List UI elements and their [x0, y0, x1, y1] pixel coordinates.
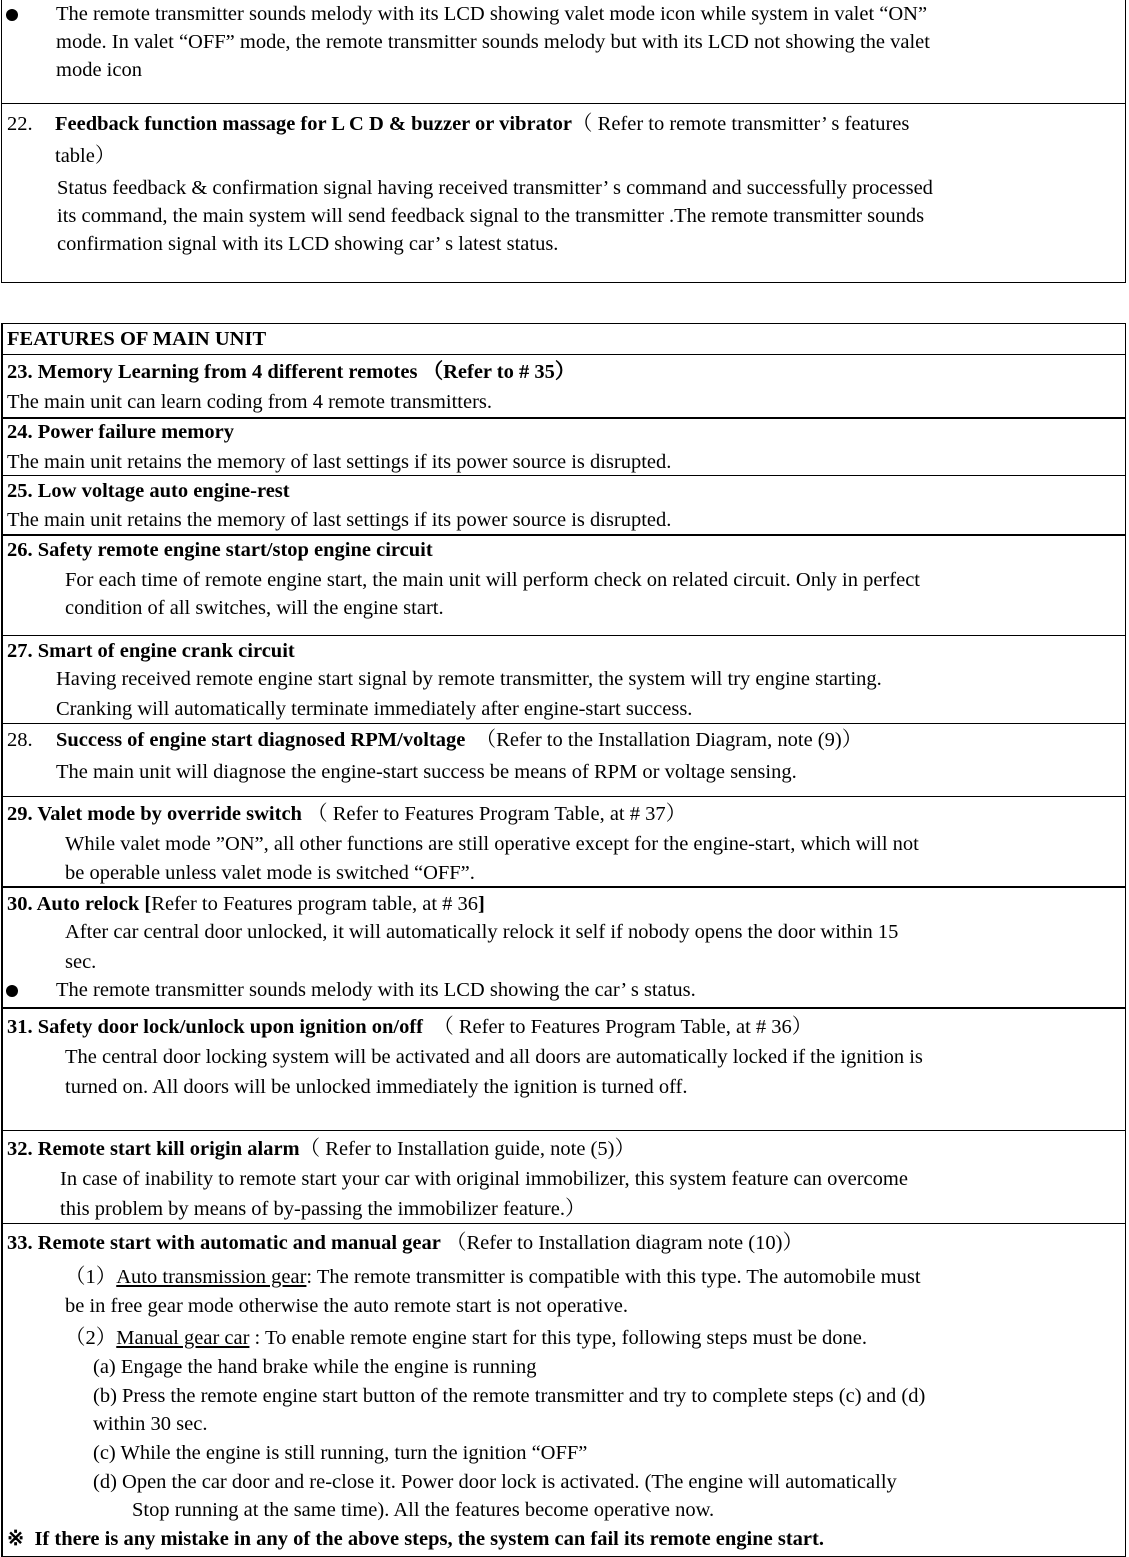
text-line: In case of inability to remote start your car with original immobilizer, this system feature can overcome — [60, 1168, 908, 1190]
item-32-title — [7, 1135, 635, 1163]
item-reference: （Refer to Installation diagram note (10)） — [446, 1232, 803, 1254]
text-line: condition of all switches, will the engine start. — [65, 597, 444, 619]
item-reference-close: ] — [478, 893, 485, 915]
step-d-cont: Stop running at the same time). All the features become operative now. — [132, 1499, 715, 1521]
text-line: be operable unless valet mode is switched “OFF”. — [65, 862, 475, 884]
item-reference: Refer to Features program table, at # 36 — [151, 893, 479, 915]
reference-mark-icon: ※ — [7, 1528, 25, 1550]
divider — [3, 354, 1125, 355]
features-table — [1, 323, 1126, 1557]
item-number: 22. — [7, 113, 33, 135]
text-line: mode icon — [56, 59, 142, 81]
item-25-body: The main unit retains the memory of last settings if its power source is disrupted. — [7, 509, 672, 531]
item-22 — [1, 103, 1126, 283]
text-line: this problem by means of by-passing the immobilizer feature.） — [60, 1198, 586, 1220]
valet-mode-note — [1, 0, 1126, 104]
text-line: be in free gear mode otherwise the auto remote start is not operative. — [65, 1295, 628, 1317]
item-29-title — [7, 800, 686, 828]
item-24-body: The main unit retains the memory of last settings if its power source is disrupted. — [7, 451, 672, 473]
manual-gear-line — [65, 1324, 867, 1352]
item-reference: （ Refer to Installation guide, note (5)） — [299, 1138, 635, 1160]
divider — [3, 475, 1125, 476]
text-line: mode. In valet “OFF” mode, the remote transmitter sounds melody but with its LCD not showing the valet — [56, 31, 930, 53]
auto-gear-text: : The remote transmitter is compatible with this type. The automobile must — [306, 1266, 921, 1288]
auto-gear-label: Auto transmission gear — [116, 1266, 307, 1288]
text-line: Having received remote engine start signal by remote transmitter, the system will try engine starting. — [56, 668, 882, 690]
text-line: For each time of remote engine start, the main unit will perform check on related circuit. Only in perfect — [65, 569, 920, 591]
text-line: The remote transmitter sounds melody with its LCD showing valet mode icon while system in valet “ON” — [56, 3, 928, 25]
item-reference: （ Refer to Features Program Table, at # 37） — [307, 803, 687, 825]
text-line: After car central door unlocked, it will automatically relock it self if nobody opens the door within 15 — [65, 921, 899, 943]
divider — [3, 796, 1125, 797]
warning-line — [7, 1525, 824, 1553]
bullet-icon — [6, 9, 18, 21]
step-a: (a) Engage the hand brake while the engine is running — [93, 1356, 537, 1378]
item-title-text: 32. Remote start kill origin alarm — [7, 1138, 300, 1160]
item-28-number: 28. — [7, 729, 33, 751]
item-26-title: 26. Safety remote engine start/stop engine circuit — [7, 539, 433, 561]
text-line: sec. — [65, 951, 97, 973]
step-b-cont: within 30 sec. — [93, 1413, 208, 1435]
item-23-body: The main unit can learn coding from 4 remote transmitters. — [7, 391, 493, 413]
item-reference-cont: table） — [55, 145, 116, 167]
divider — [3, 723, 1125, 724]
bullet-icon — [6, 985, 18, 997]
item-title — [55, 110, 909, 138]
manual-gear-text: : To enable remote engine start for this type, following steps must be done. — [249, 1327, 868, 1349]
item-title-text: 31. Safety door lock/unlock upon ignition on/off — [7, 1016, 423, 1038]
warning-text: If there is any mistake in any of the above steps, the system can fail its remote engine start. — [34, 1528, 824, 1550]
item-23-title: 23. Memory Learning from 4 different remotes （Refer to # 35） — [7, 361, 576, 383]
divider — [3, 1007, 1125, 1009]
text-line: Status feedback & confirmation signal having received transmitter’ s command and successfully processed — [57, 177, 933, 199]
item-30-bullet: The remote transmitter sounds melody with its LCD showing the car’ s status. — [56, 979, 696, 1001]
item-30-title — [7, 890, 485, 918]
step-c: (c) While the engine is still running, turn the ignition “OFF” — [93, 1442, 588, 1464]
item-28-body: The main unit will diagnose the engine-start success be means of RPM or voltage sensing. — [56, 761, 797, 783]
text-line: its command, the main system will send feedback signal to the transmitter .The remote transmitter sounds — [57, 205, 925, 227]
auto-gear-line — [65, 1263, 921, 1291]
item-reference: （ Refer to remote transmitter’ s features — [572, 113, 910, 135]
text-line: turned on. All doors will be unlocked immediately the ignition is turned off. — [65, 1076, 688, 1098]
step-d: (d) Open the car door and re-close it. Power door lock is activated. (The engine will automatically — [93, 1471, 897, 1493]
section-heading: FEATURES OF MAIN UNIT — [7, 328, 267, 350]
item-25-title: 25. Low voltage auto engine-rest — [7, 480, 290, 502]
item-title-text: 33. Remote start with automatic and manual gear — [7, 1232, 441, 1254]
item-reference: （ Refer to Features Program Table, at # 36） — [433, 1016, 813, 1038]
item-title-text: Feedback function massage for L C D & buzzer or vibrator — [55, 113, 573, 135]
divider — [3, 1223, 1125, 1224]
step-b: (b) Press the remote engine start button of the remote transmitter and try to complete steps (c) and (d) — [93, 1385, 926, 1407]
text-line: The central door locking system will be activated and all doors are automatically locked if the ignition is — [65, 1046, 923, 1068]
item-27-title: 27. Smart of engine crank circuit — [7, 640, 295, 662]
item-subnumber: （1） — [65, 1266, 117, 1288]
text-line: confirmation signal with its LCD showing car’ s latest status. — [57, 233, 559, 255]
item-reference: （Refer to the Installation Diagram, note (9)） — [475, 729, 863, 751]
item-24-title: 24. Power failure memory — [7, 421, 234, 443]
text-line: Cranking will automatically terminate immediately after engine-start success. — [56, 698, 693, 720]
divider — [3, 886, 1125, 888]
item-title-text: 30. Auto relock [ — [7, 893, 152, 915]
text-line: While valet mode ”ON”, all other functions are still operative except for the engine-start, which will not — [65, 833, 919, 855]
item-title-text: Success of engine start diagnosed RPM/voltage — [56, 729, 466, 751]
item-28-title — [56, 726, 862, 754]
manual-gear-label: Manual gear car — [116, 1327, 250, 1349]
divider — [3, 1130, 1125, 1131]
item-title-text: 29. Valet mode by override switch — [7, 803, 302, 825]
divider — [3, 635, 1125, 636]
item-subnumber: （2） — [65, 1327, 117, 1349]
item-33-title — [7, 1229, 803, 1257]
item-31-title — [7, 1013, 812, 1041]
